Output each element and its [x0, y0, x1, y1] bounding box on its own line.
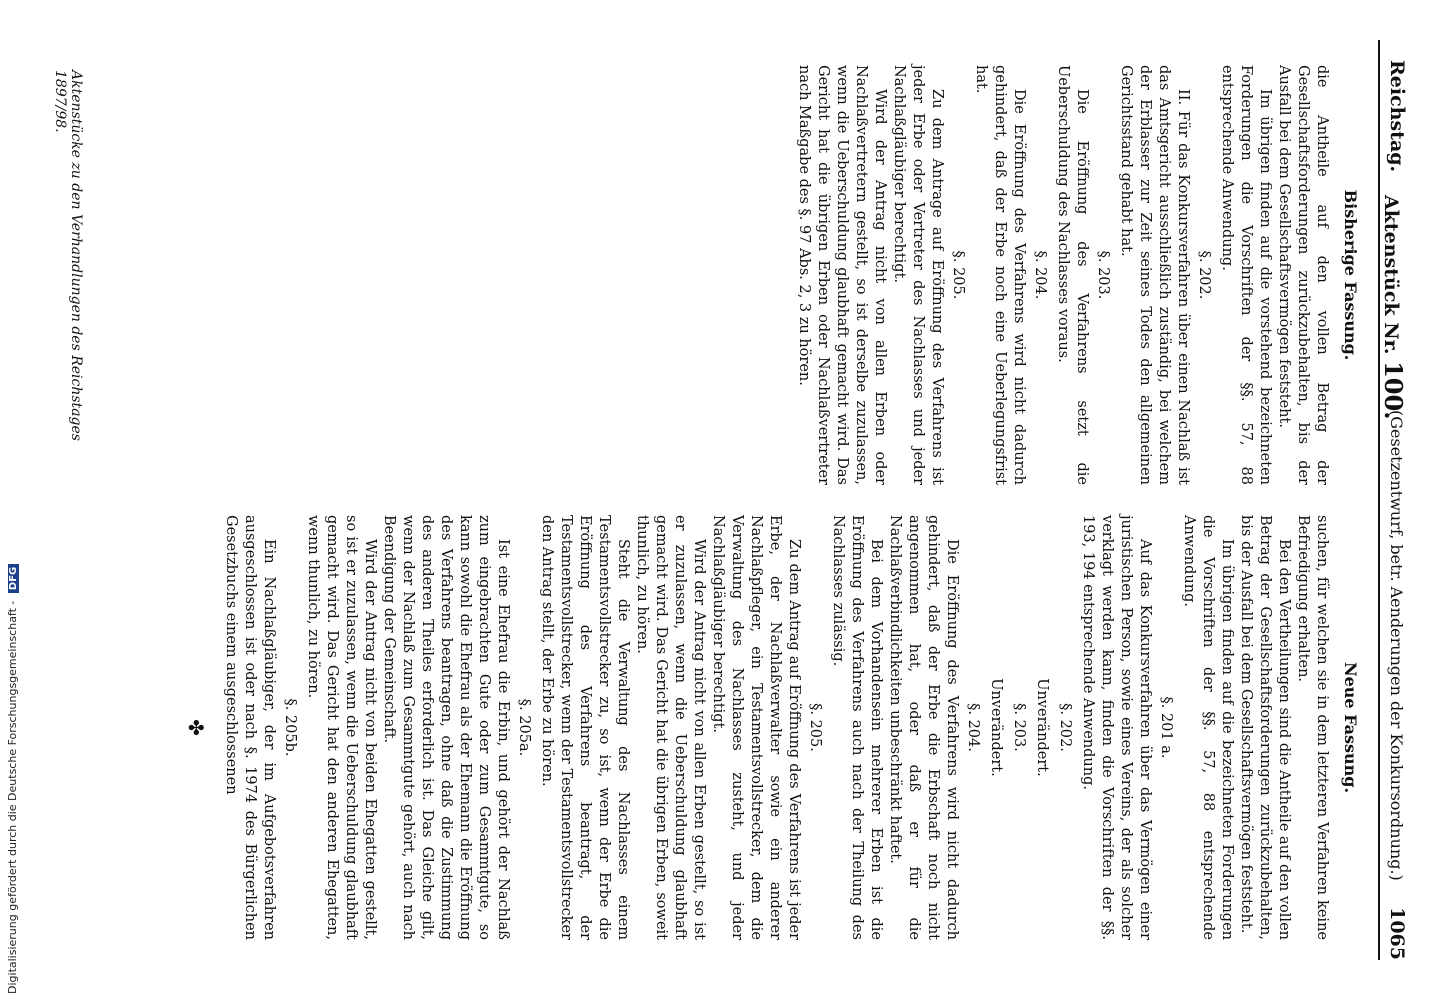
unchanged-note: Unverändert. — [1034, 678, 1050, 777]
page-number: 1065 — [1386, 907, 1408, 960]
paragraph: Wird der Antrag nicht von allen Erben oder Nachlaßvertretern gestellt, so ist derselbe zuzulassen, wenn die Ueberschuldung glaubhaft gemacht wird. Das Gericht hat die übrigen Erben oder Nachlaßvertreter nach Maßgabe des §. 97 Abs. 2, 3 zu hören. — [796, 65, 888, 485]
column-heading-new: Neue Fassung. — [1341, 661, 1360, 794]
paragraph: Ein Nachlaßgläubiger, der im Aufgebotsverfahren ausgeschlossen ist oder nach §. 1974 des Bürgerlichen Gesetzbuchs einem ausgeschlossenen — [223, 515, 277, 940]
dfg-logo: DFG — [8, 564, 19, 593]
paragraph: Auf das Konkursverfahren über das Vermögen einer juristischen Person, sowie eines Vereins, der als solcher verklagt werden kann, finden die Vorschriften der §§. 193, 194 entsprechende Anwendung. — [1080, 515, 1153, 940]
header-subject: (Gesetzentwurf, betr. Aenderungen der Konkursordnung.) — [1387, 410, 1406, 881]
paragraph: Im übrigen finden auf die bezeichneten Forderungen die Vorschriften der §§. 57, 88 entsprechende Anwendung. — [1181, 515, 1235, 940]
section-heading: §. 204. — [965, 703, 981, 752]
section-heading: §. 201 a. — [1158, 696, 1174, 759]
paragraph: Zu dem Antrage auf Eröffnung des Verfahrens ist jeder Erbe oder Vertreter des Nachlasses und jeder Nachlaßgläubiger berechtigt. — [891, 65, 945, 485]
header-aktenstueck — [1379, 195, 1408, 420]
paragraph: Ist eine Ehefrau die Erbin, und gehört der Nachlaß zum eingebrachten Gute oder zum Gesammtgute, so kann sowohl die Ehefrau als der Ehemann die Eröffnung des Verfahrens beantragen, ohne daß die Zustimmung des anderen Theiles erforderlich ist. Das Gleiche gilt, wenn der Nachlaß zum Gesammtgute gehört, auch nach Beendigung der Gemeinschaft. — [381, 515, 511, 940]
digitization-text: Digitalisierung gefördert durch die Deutsche Forschungsgemeinschaft - — [6, 600, 19, 994]
aktenstueck-prefix: Aktenstück Nr. — [1380, 195, 1402, 355]
section-heading: §. 205a. — [516, 698, 532, 757]
paragraph: Steht die Verwaltung des Nachlasses einem Testamentsvollstrecker zu, so ist, wenn der Erbe die Eröffnung des Verfahrens beantragt, der Testamentsvollstrecker, wenn der Testamentsvollstrecker den Antrag stellt, der Erbe zu hören. — [539, 515, 631, 940]
digitization-note — [6, 564, 19, 994]
paragraph: II. Für das Konkursverfahren über einen Nachlaß ist das Amtsgericht ausschließlich zuständig, bei welchem der Erblasser zur Zeit seines Todes den allgemeinen Gerichtsstand gehabt hat. — [1118, 65, 1191, 485]
paragraph: Bei dem Vorhandensein mehrerer Erben ist die Eröffnung des Verfahrens auch nach der Theilung des Nachlasses zulässig. — [830, 515, 884, 940]
column-heading-old: Bisherige Fassung. — [1341, 189, 1360, 361]
paragraph: Die Eröffnung des Verfahrens wird nicht dadurch gehindert, daß der Erbe noch eine Ueberlegungsfrist hat. — [973, 65, 1027, 485]
section-heading: §. 203. — [1011, 703, 1027, 752]
paragraph: Im übrigen finden auf die vorstehend bezeichneten Forderungen die Vorschriften der §§. 57, 88 entsprechende Anwendung. — [1219, 65, 1273, 485]
header-reichstag: Reichstag. — [1386, 60, 1408, 173]
ornament-icon: ✤ — [184, 719, 208, 736]
paragraph: Wird der Antrag nicht von allen Erben gestellt, so ist er zuzulassen, wenn die Ueberschuldung glaubhaft gemacht wird. Das Gericht hat die übrigen Erben, soweit thunlich, zu hören. — [634, 515, 707, 940]
paragraph: suchen, für welchen sie in dem letzteren Verfahren keine Befriedigung erhalten. — [1295, 515, 1330, 940]
aktenstueck-number: 100. — [1379, 361, 1408, 420]
paragraph: Die Eröffnung des Verfahrens setzt die Ueberschuldung des Nachlasses voraus. — [1055, 65, 1090, 485]
paragraph: Wird der Antrag nicht von beiden Ehegatten gestellt, so ist er zuzulassen, wenn die Ueberschuldung glaubhaft gemacht wird. Das Gericht hat den anderen Ehegatten, wenn thunlich, zu hören. — [305, 515, 378, 940]
section-heading: §. 202. — [1196, 250, 1212, 300]
section-heading: §. 203. — [1095, 250, 1111, 300]
paragraph: die Antheile auf den vollen Betrag der Gesellschaftsforderungen zurückzubehalten, bis der Ausfall bei dem Gesellschaftsvermögen feststeht. — [1276, 65, 1330, 485]
paragraph: Zu dem Antrag auf Eröffnung des Verfahrens ist jeder Erbe, der Nachlaßverwalter sowie ein anderer Nachlaßpfleger, ein Testamentsvollstrecker, dem die Verwaltung des Nachlasses zusteht, und jeder Nachlaßgläubiger berechtigt. — [710, 515, 802, 940]
page-footer: Aktenstücke zu den Verhandlungen des Reichstages 1897/98. — [52, 70, 84, 441]
paragraph: Die Eröffnung des Verfahrens wird nicht dadurch gehindert, daß der Erbe die Erbschaft noch nicht angenommen hat, oder daß er für die Nachlaßverbindlichkeiten unbeschränkt haftet. — [887, 515, 960, 940]
paragraph: Bei den Vertheilungen sind die Antheile auf den vollen Betrag der Gesellschaftsforderungen zurückzubehalten, bis der Ausfall bei dem Gesellschaftsvermögen feststeht. — [1238, 515, 1292, 940]
section-heading: §. 205. — [950, 250, 966, 300]
page-header — [1379, 40, 1414, 960]
section-heading: §. 205b. — [282, 698, 298, 757]
section-heading: §. 204. — [1032, 250, 1048, 300]
section-heading: §. 205. — [807, 703, 823, 752]
header-rule — [1378, 40, 1380, 960]
column-old-version — [794, 65, 1360, 485]
column-new-version — [186, 515, 1360, 940]
unchanged-note: Unverändert. — [988, 678, 1004, 777]
section-heading: §. 202. — [1057, 703, 1073, 752]
